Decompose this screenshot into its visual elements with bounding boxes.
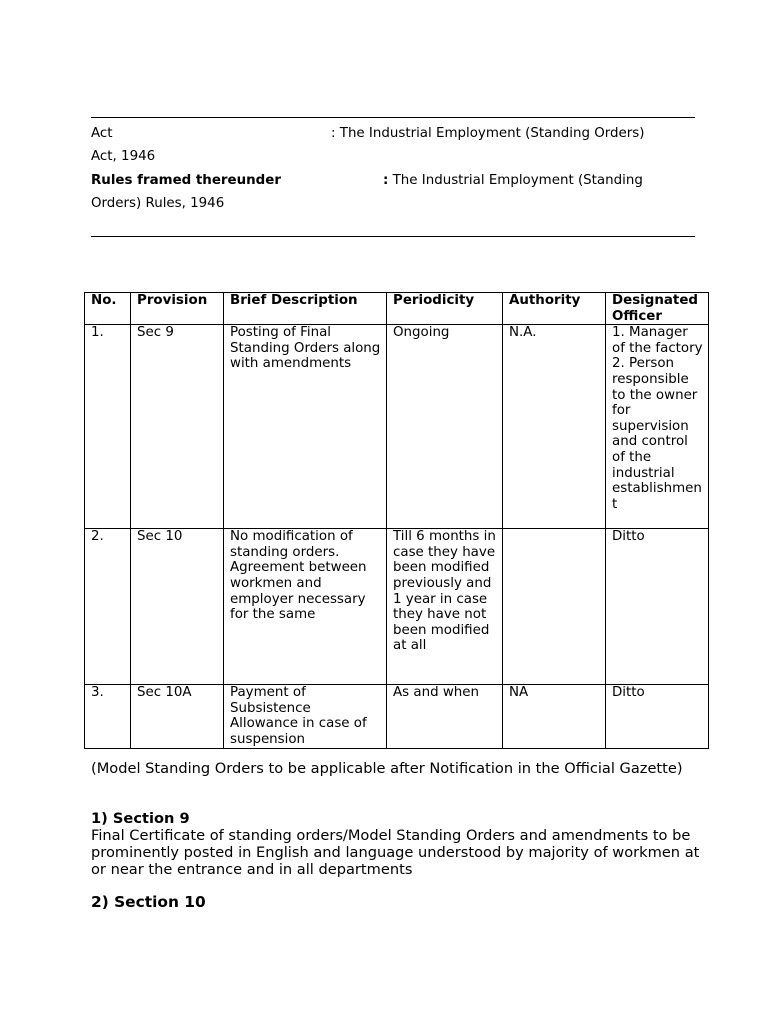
header-periodicity: Periodicity (387, 293, 503, 325)
cell-officer: Ditto (606, 685, 709, 748)
cell-authority: N.A. (503, 325, 606, 529)
cell-periodicity: As and when (387, 685, 503, 748)
header-no: No. (85, 293, 131, 325)
bottom-rule (91, 236, 695, 237)
cell-officer: Ditto (606, 529, 709, 685)
cell-officer: 1. Manager of the factory 2. Person responsible to the owner for supervision and control of the industrial establishment (606, 325, 709, 529)
header-designated-officer: Designated Officer (606, 293, 709, 325)
top-rule (91, 117, 695, 118)
cell-description: Posting of Final Standing Orders along with amendments (224, 325, 387, 529)
cell-description: No modification of standing orders. Agreement between workmen and employer necessary for the same (224, 529, 387, 685)
section-9-body: Final Certificate of standing orders/Model Standing Orders and amendments to be prominently posted in English and language understood by majority of workmen at or near the entrance and in all departments (91, 827, 700, 878)
cell-provision: Sec 10 (131, 529, 224, 685)
act-value-continued: Act, 1946 (91, 149, 156, 164)
cell-provision: Sec 10A (131, 685, 224, 748)
rules-colon: : (383, 173, 389, 188)
header-brief-description: Brief Description (224, 293, 387, 325)
cell-authority: NA (503, 685, 606, 748)
rules-value (383, 173, 643, 189)
table-row (85, 685, 709, 748)
compliance-table (84, 292, 709, 749)
table-header-row (85, 293, 709, 325)
cell-provision: Sec 9 (131, 325, 224, 529)
rules-value-text: The Industrial Employment (Standing (388, 173, 643, 188)
act-value: : The Industrial Employment (Standing Orders) (331, 126, 645, 141)
cell-authority (503, 529, 606, 685)
section-9-heading: 1) Section 9 (91, 810, 190, 827)
header-authority: Authority (503, 293, 606, 325)
rules-label: Rules framed thereunder (91, 173, 281, 188)
cell-no: 1. (85, 325, 131, 529)
cell-no: 2. (85, 529, 131, 685)
act-label: Act (91, 126, 113, 141)
cell-description: Payment of Subsistence Allowance in case of suspension (224, 685, 387, 748)
notification-note: (Model Standing Orders to be applicable after Notification in the Official Gazette) (91, 760, 683, 777)
section-10-heading: 2) Section 10 (91, 893, 206, 911)
rules-value-continued: Orders) Rules, 1946 (91, 196, 225, 211)
table-row (85, 529, 709, 685)
cell-periodicity: Till 6 months in case they have been modified previously and 1 year in case they have not been modified at all (387, 529, 503, 685)
table-row (85, 325, 709, 529)
cell-no: 3. (85, 685, 131, 748)
header-provision: Provision (131, 293, 224, 325)
cell-periodicity: Ongoing (387, 325, 503, 529)
